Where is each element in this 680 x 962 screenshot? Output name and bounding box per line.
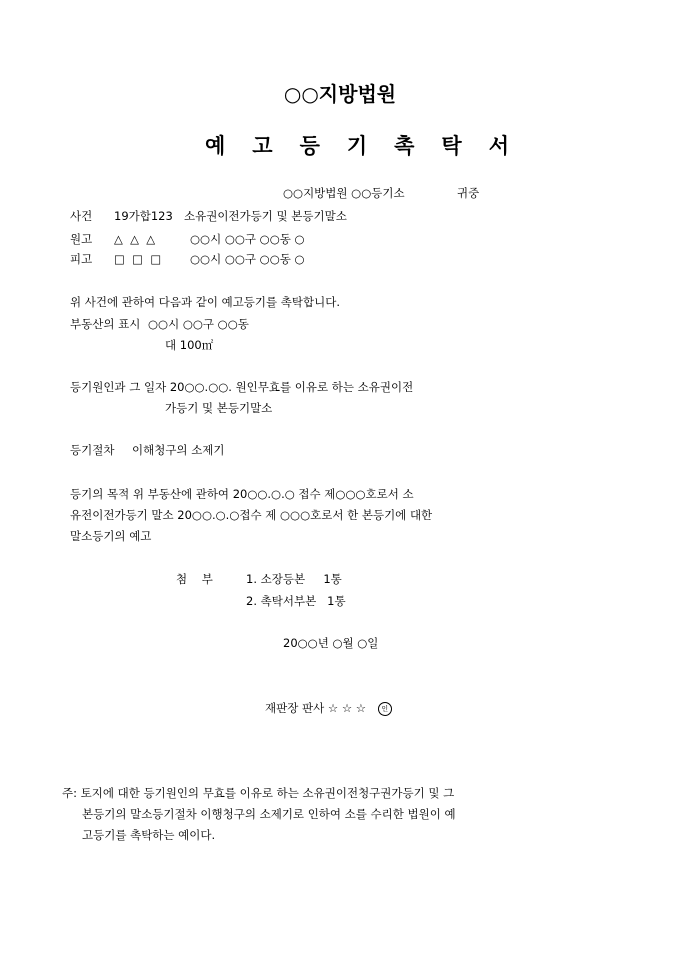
property-label: 부동산의 표시 xyxy=(70,317,141,331)
procedure-label: 등기절차 xyxy=(70,443,115,457)
recipient: ○○지방법원 ○○등기소 xyxy=(283,186,405,200)
defendant-label: 피고 xyxy=(70,252,93,266)
judge-title: 재판장 판사 ☆ ☆ ☆ xyxy=(265,701,367,715)
recipient-suffix: 귀중 xyxy=(457,186,480,200)
attachments-label: 첨 부 xyxy=(176,572,213,586)
note-line-3: 고등기를 촉탁하는 예이다. xyxy=(82,828,216,842)
case-row xyxy=(70,209,347,224)
purpose-line-3: 말소등기의 예고 xyxy=(70,529,152,543)
intro-text: 위 사건에 관하여 다음과 같이 예고등기를 촉탁합니다. xyxy=(70,295,340,309)
purpose-line-1: 등기의 목적 위 부동산에 관하여 20○○.○.○ 접수 제○○○호로서 소 xyxy=(70,487,414,501)
cause-line-2: 가등기 및 본등기말소 xyxy=(165,401,273,415)
procedure-value: 이해청구의 소제기 xyxy=(132,443,225,457)
defendant-names: □ □ □ xyxy=(114,252,162,266)
plaintiff-label: 원고 xyxy=(70,232,93,246)
case-name: 소유권이전가등기 및 본등기말소 xyxy=(184,209,347,223)
defendant-address: ○○시 ○○구 ○○동 ○ xyxy=(190,252,305,266)
document-date: 20○○년 ○월 ○일 xyxy=(283,636,379,650)
case-number: 19가합123 xyxy=(114,209,173,223)
note-line-2: 본등기의 말소등기절차 이행청구의 소제기로 인하여 소를 수리한 법원이 예 xyxy=(82,807,456,821)
property-row xyxy=(70,317,249,332)
attachment-item: 2. 촉탁서부본 1통 xyxy=(246,594,346,608)
cause-line-1: 등기원인과 그 일자 20○○.○○. 원인무효를 이유로 하는 소유권이전 xyxy=(70,380,414,394)
seal-icon: 인 xyxy=(378,702,392,716)
attachment-item: 1. 소장등본 1통 xyxy=(246,572,342,586)
case-label: 사건 xyxy=(70,209,93,223)
plaintiff-row xyxy=(70,232,305,247)
plaintiff-names: △ △ △ xyxy=(114,232,156,246)
plaintiff-address: ○○시 ○○구 ○○동 ○ xyxy=(190,232,305,246)
document-title: 예고등기촉탁서 xyxy=(205,134,537,158)
defendant-row xyxy=(70,252,305,267)
signature-row xyxy=(265,701,392,716)
procedure-row xyxy=(70,443,225,458)
note-line-1: 주: 토지에 대한 등기원인의 무효를 이유로 하는 소유권이전청구권가등기 및 그 xyxy=(62,786,455,800)
property-area: 대 100㎡ xyxy=(165,338,214,352)
court-name: ○○지방법원 xyxy=(283,82,397,106)
property-address: ○○시 ○○구 ○○동 xyxy=(148,317,249,331)
purpose-line-2: 유전이전가등기 말소 20○○.○.○접수 제 ○○○호로서 한 본등기에 대한 xyxy=(70,508,433,522)
